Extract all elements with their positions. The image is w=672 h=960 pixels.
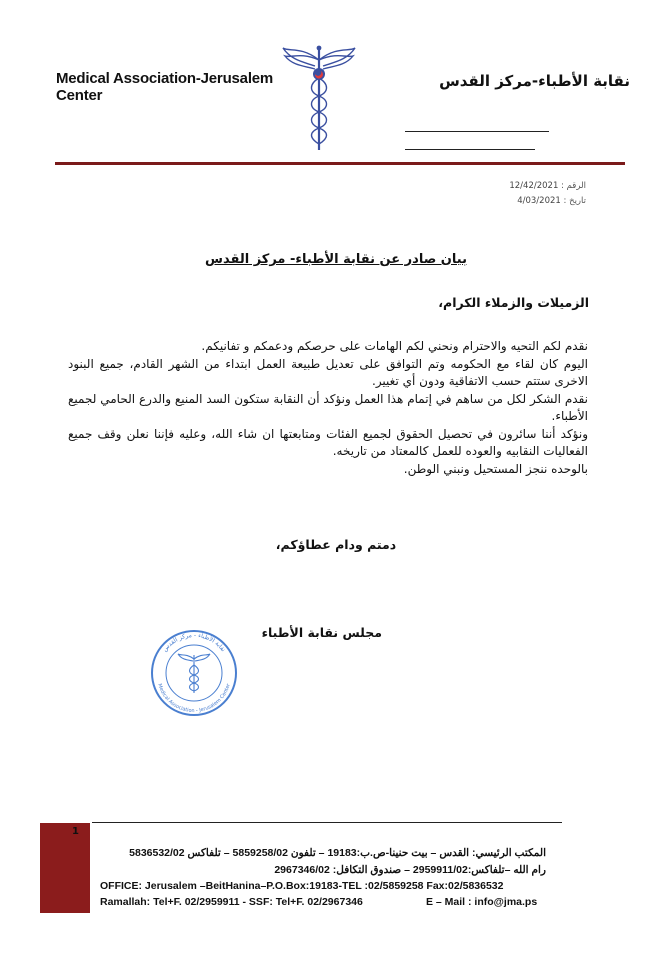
- stamp-text-arabic: نقابة الأطباء - مركز القدس: [161, 631, 227, 654]
- letter-title: [0, 252, 672, 267]
- header-divider: [55, 162, 625, 165]
- footer-address-english: OFFICE: Jerusalem –BeitHanina–P.O.Box:19183-TEL :02/5859258 Fax:02/5836532: [100, 880, 504, 892]
- header-underline-long: [405, 131, 549, 132]
- date-value: 4/03/2021: [517, 196, 561, 206]
- footer-accent-bar: [40, 823, 90, 913]
- date-label: تاريخ :: [563, 196, 586, 206]
- body-paragraph: اليوم كان لقاء مع الحكومه وتم التوافق على تعديل طبيعة العمل ابتداء من الشهر القادم، جميع البنود الاخرى ستتم حسب الاتفاقية ودون أي تغيير.: [68, 356, 588, 388]
- org-name-arabic: نقابة الأطباء-مركز القدس: [439, 72, 630, 90]
- letter-body: [68, 338, 588, 478]
- reference-number: [509, 181, 586, 191]
- footer-email[interactable]: E – Mail : info@jma.ps: [426, 896, 538, 908]
- reference-value: 12/42/2021: [509, 181, 559, 191]
- reference-label: الرقم :: [561, 181, 586, 191]
- association-stamp: [137, 625, 252, 720]
- signatory: مجلس نقابة الأطباء: [261, 625, 382, 640]
- footer-divider: [92, 822, 562, 823]
- letter-date: [517, 196, 586, 206]
- body-paragraph: نقدم الشكر لكل من ساهم في إتمام هذا العمل ونؤكد أن النقابة ستكون السد المنيع والدرع الحامي لجميع الأطباء.: [68, 391, 588, 423]
- footer-ramallah-english: Ramallah: Tel+F. 02/2959911 - SSF: Tel+F. 02/2967346: [100, 896, 363, 908]
- footer-address-arabic: المكتب الرئيسي: القدس – بيت حنينا-ص.ب:19183 – تلفون 5859258/02 – تلفاكس 5836532/02: [129, 847, 546, 859]
- body-paragraph: ونؤكد أننا سائرون في تحصيل الحقوق لجميع الفئات ومتابعتها ان شاء الله، وعليه فإننا نعلن وقف جميع الفعاليات النقابيه والعوده للعمل كالمعتاد من تاريخه.: [68, 426, 588, 458]
- salutation: الزميلات والزملاء الكرام،: [438, 295, 589, 310]
- closing-line: دمتم ودام عطاؤكم،: [275, 537, 397, 552]
- letter-title-text: بيان صادر عن نقابة الأطباء- مركز القدس: [205, 252, 467, 267]
- caduceus-logo: [281, 38, 357, 158]
- body-paragraph: بالوحده ننجز المستحيل ونبني الوطن.: [403, 461, 588, 476]
- body-paragraph: نقدم لكم التحيه والاحترام ونحني لكم الهامات على حرصكم ودعمكم و تفانيكم.: [201, 339, 588, 353]
- footer-ramallah-arabic: رام الله –تلفاكس:2959911/02 – صندوق التكافل: 2967346/02: [274, 864, 546, 876]
- header-underline-short: [405, 149, 535, 150]
- page-number: 1: [72, 826, 79, 837]
- org-name-english: Medical Association-Jerusalem Center: [56, 70, 274, 104]
- stamp-text-english: Medical Association - Jerusalem Center: [156, 682, 232, 715]
